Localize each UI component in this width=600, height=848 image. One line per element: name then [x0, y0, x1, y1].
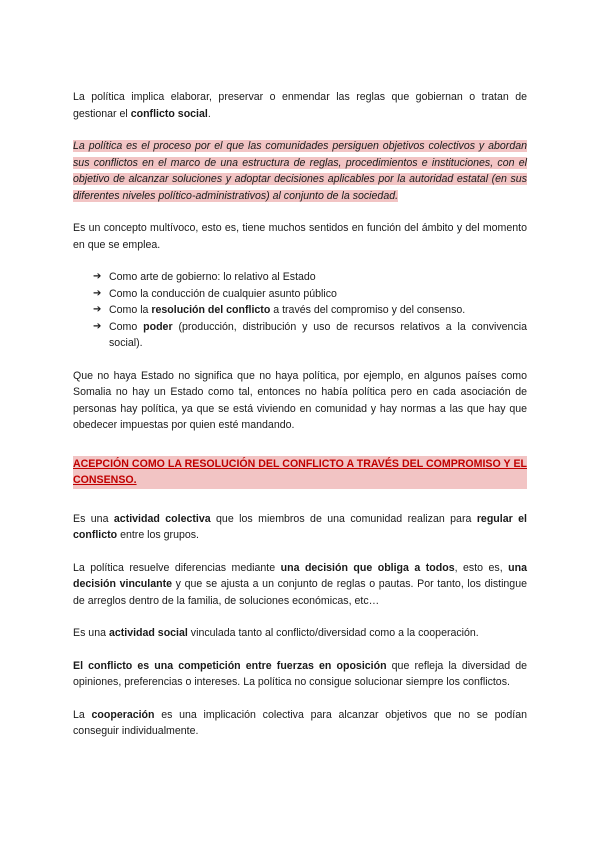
text-span: a través del compromiso y del consenso. — [270, 304, 466, 316]
text-span: Es un concepto multívoco, esto es, tiene muchos sentidos en función del ámbito y del momento en que se emplea. — [73, 222, 527, 251]
text-span: La política implica elaborar, preservar o enmendar las reglas que gobiernan o tratan de gestionar el — [73, 91, 527, 120]
text-span: Es una — [73, 627, 109, 639]
text-span: , esto es, — [454, 561, 509, 574]
text-span: Como la conducción de cualquier asunto público — [109, 287, 337, 300]
bold-term: conflicto social — [130, 107, 208, 120]
paragraph-cooperation — [73, 707, 527, 740]
bold-term: actividad social — [108, 627, 188, 639]
list-item — [93, 286, 527, 303]
bold-term: una decisión vinculante — [73, 561, 528, 590]
text-span: Como — [109, 320, 144, 333]
text-span: Como arte de gobierno: lo relativo al Estado — [109, 271, 316, 283]
text-span: y que se ajusta a un conjunto de reglas o pautas. Por tanto, los distingue de arreglos dentro de la familia, de soluciones económicas, etc… — [73, 578, 527, 607]
text-span: Es una — [73, 512, 114, 525]
arrow-right-icon: ➔ — [93, 287, 102, 299]
arrow-right-icon: ➔ — [93, 271, 102, 282]
text-span: vinculada tanto al conflicto/diversidad como a la cooperación. — [187, 627, 479, 639]
paragraph-multivocal — [73, 220, 527, 253]
paragraph-collective-activity — [73, 511, 527, 544]
arrow-right-icon: ➔ — [93, 304, 102, 315]
paragraph-highlighted-definition — [73, 138, 527, 204]
bold-term: El conflicto es una competición entre fuerzas en oposición — [73, 659, 387, 672]
bold-term: actividad colectiva — [113, 512, 211, 525]
text-span: es una implicación colectiva para alcanzar objetivos que no se podían conseguir individualmente. — [73, 708, 527, 737]
bold-term: poder — [143, 320, 173, 333]
highlighted-italic-text: La política es el proceso por el que las comunidades persiguen objetivos colectivos y abordan sus conflictos en el marco de una estructura de reglas, procedimientos e instituciones, con el objetivo de alcanzar soluciones y adoptar decisiones aplicables por la autoridad estatal (en sus diferentes niveles político-administrativos) al conjunto de la sociedad. — [73, 140, 527, 202]
paragraph-politics-definition — [73, 89, 527, 122]
paragraph-binding-decision — [73, 560, 527, 610]
text-span: Como la — [109, 304, 152, 316]
paragraph-somalia — [73, 368, 527, 434]
text-span: que refleja la diversidad de opiniones, preferencias o intereses. La política no consigue solucionar siempre los conflictos. — [73, 659, 528, 688]
paragraph-conflict — [73, 658, 527, 691]
paragraph-social-activity — [73, 625, 527, 642]
meanings-list — [73, 269, 527, 352]
bold-term: una decisión que obliga a todos — [280, 561, 455, 574]
text-span: La — [73, 708, 92, 721]
section-heading: ACEPCIÓN COMO LA RESOLUCIÓN DEL CONFLICTO A TRAVÉS DEL COMPROMISO Y EL CONSENSO. — [73, 456, 527, 489]
arrow-right-icon: ➔ — [93, 320, 102, 332]
text-span: (producción, distribución y uso de recursos relativos a la convivencia social). — [109, 320, 527, 349]
text-span: . — [207, 107, 211, 120]
bold-term: regular el conflicto — [73, 512, 527, 541]
text-span: Que no haya Estado no significa que no haya política, por ejemplo, en algunos países como Somalia no hay un Estado como tal, entonces no había política pero en cada asociación de personas hay política, ya que se está viviendo en comunidad y hay normas a las que hay que obedecer impuestas por quien esté mandando. — [73, 369, 527, 431]
list-item — [93, 319, 527, 352]
bold-term: cooperación — [91, 708, 155, 721]
list-item — [93, 269, 527, 286]
text-span: La política resuelve diferencias mediante — [73, 561, 281, 574]
text-span: que los miembros de una comunidad realizan para — [210, 512, 477, 525]
text-span: entre los grupos. — [117, 529, 199, 541]
list-item — [93, 302, 527, 319]
bold-term: resolución del conflicto — [151, 304, 271, 316]
